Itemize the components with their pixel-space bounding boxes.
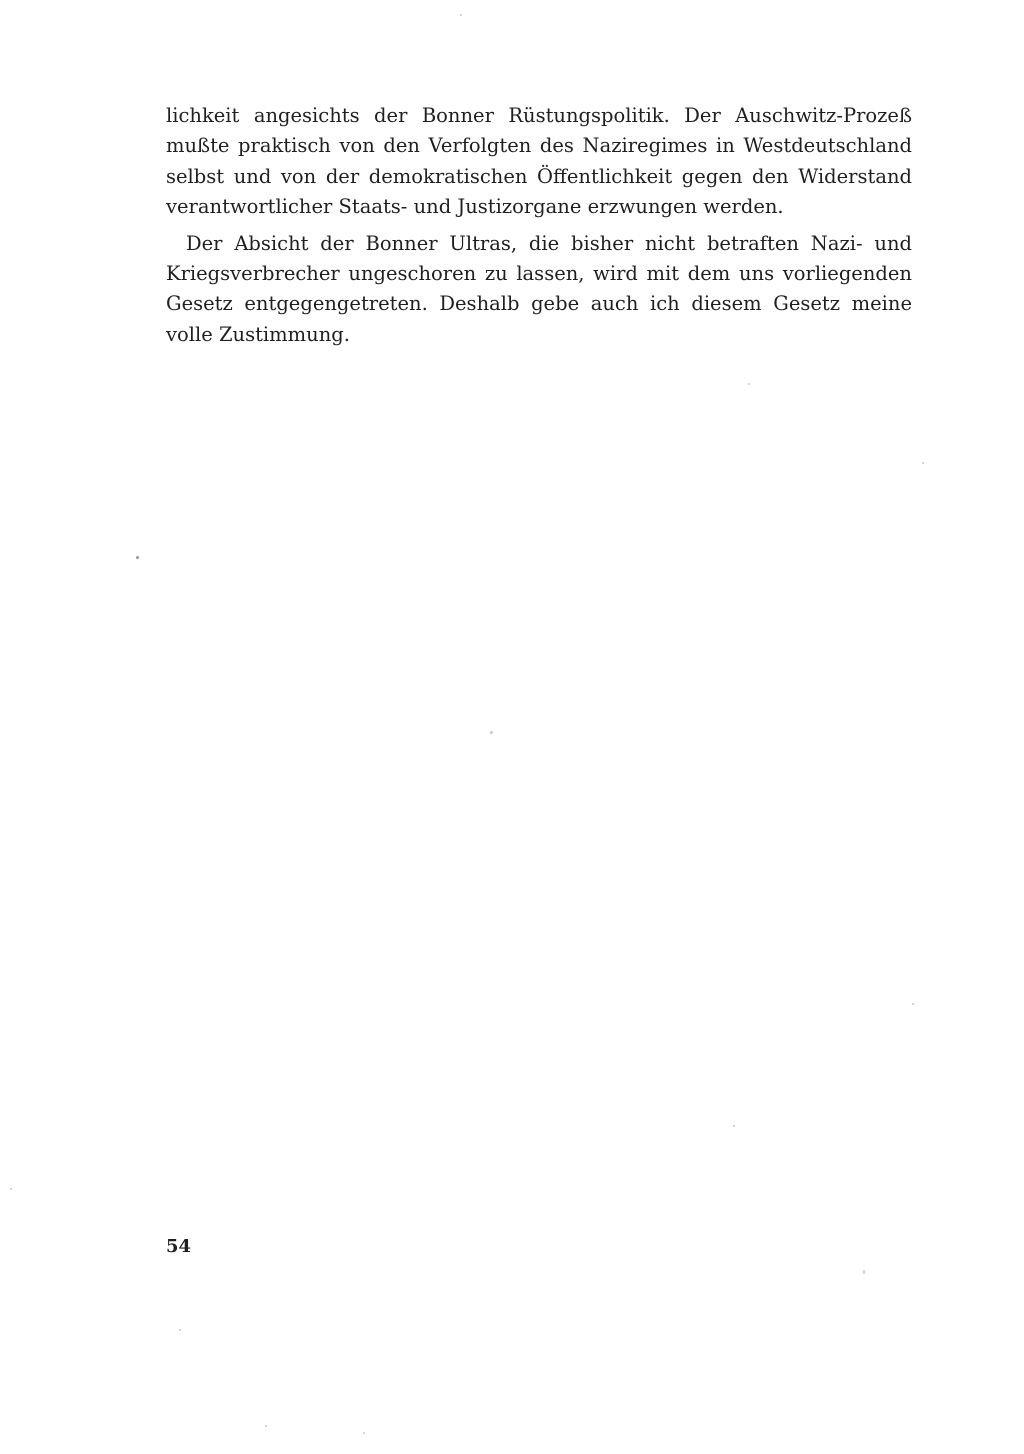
scan-speck [912,1003,914,1005]
scan-speck [863,1270,865,1274]
scan-speck [10,1188,12,1190]
scan-speck [265,1425,267,1427]
scan-speck [922,462,924,464]
scan-speck [490,731,493,734]
page-number: 54 [166,1236,192,1257]
scan-speck [748,383,750,385]
scan-speck [460,14,462,16]
scan-speck [363,1432,365,1434]
scan-speck [733,1125,735,1127]
scan-speck [179,1329,181,1331]
body-text [166,101,912,350]
paragraph-2: Der Absicht der Bonner Ultras, die bisher nicht betraften Nazi- und Kriegsverbrecher ungeschoren zu lassen, wird mit dem uns vorliegenden Gesetz entgegengetreten. Deshalb gebe auch ich diesem Gesetz meine volle Zustimmung. [166,231,912,346]
scan-speck [136,556,139,559]
paragraph-1: lichkeit angesichts der Bonner Rüstungspolitik. Der Auschwitz-Prozeß mußte praktisch von den Verfolgten des Naziregimes in Westdeutschland selbst und von der demokratischen Öffentlichkeit gegen den Widerstand verantwortlicher Staats- und Justizorgane erzwungen werden. [166,104,912,219]
